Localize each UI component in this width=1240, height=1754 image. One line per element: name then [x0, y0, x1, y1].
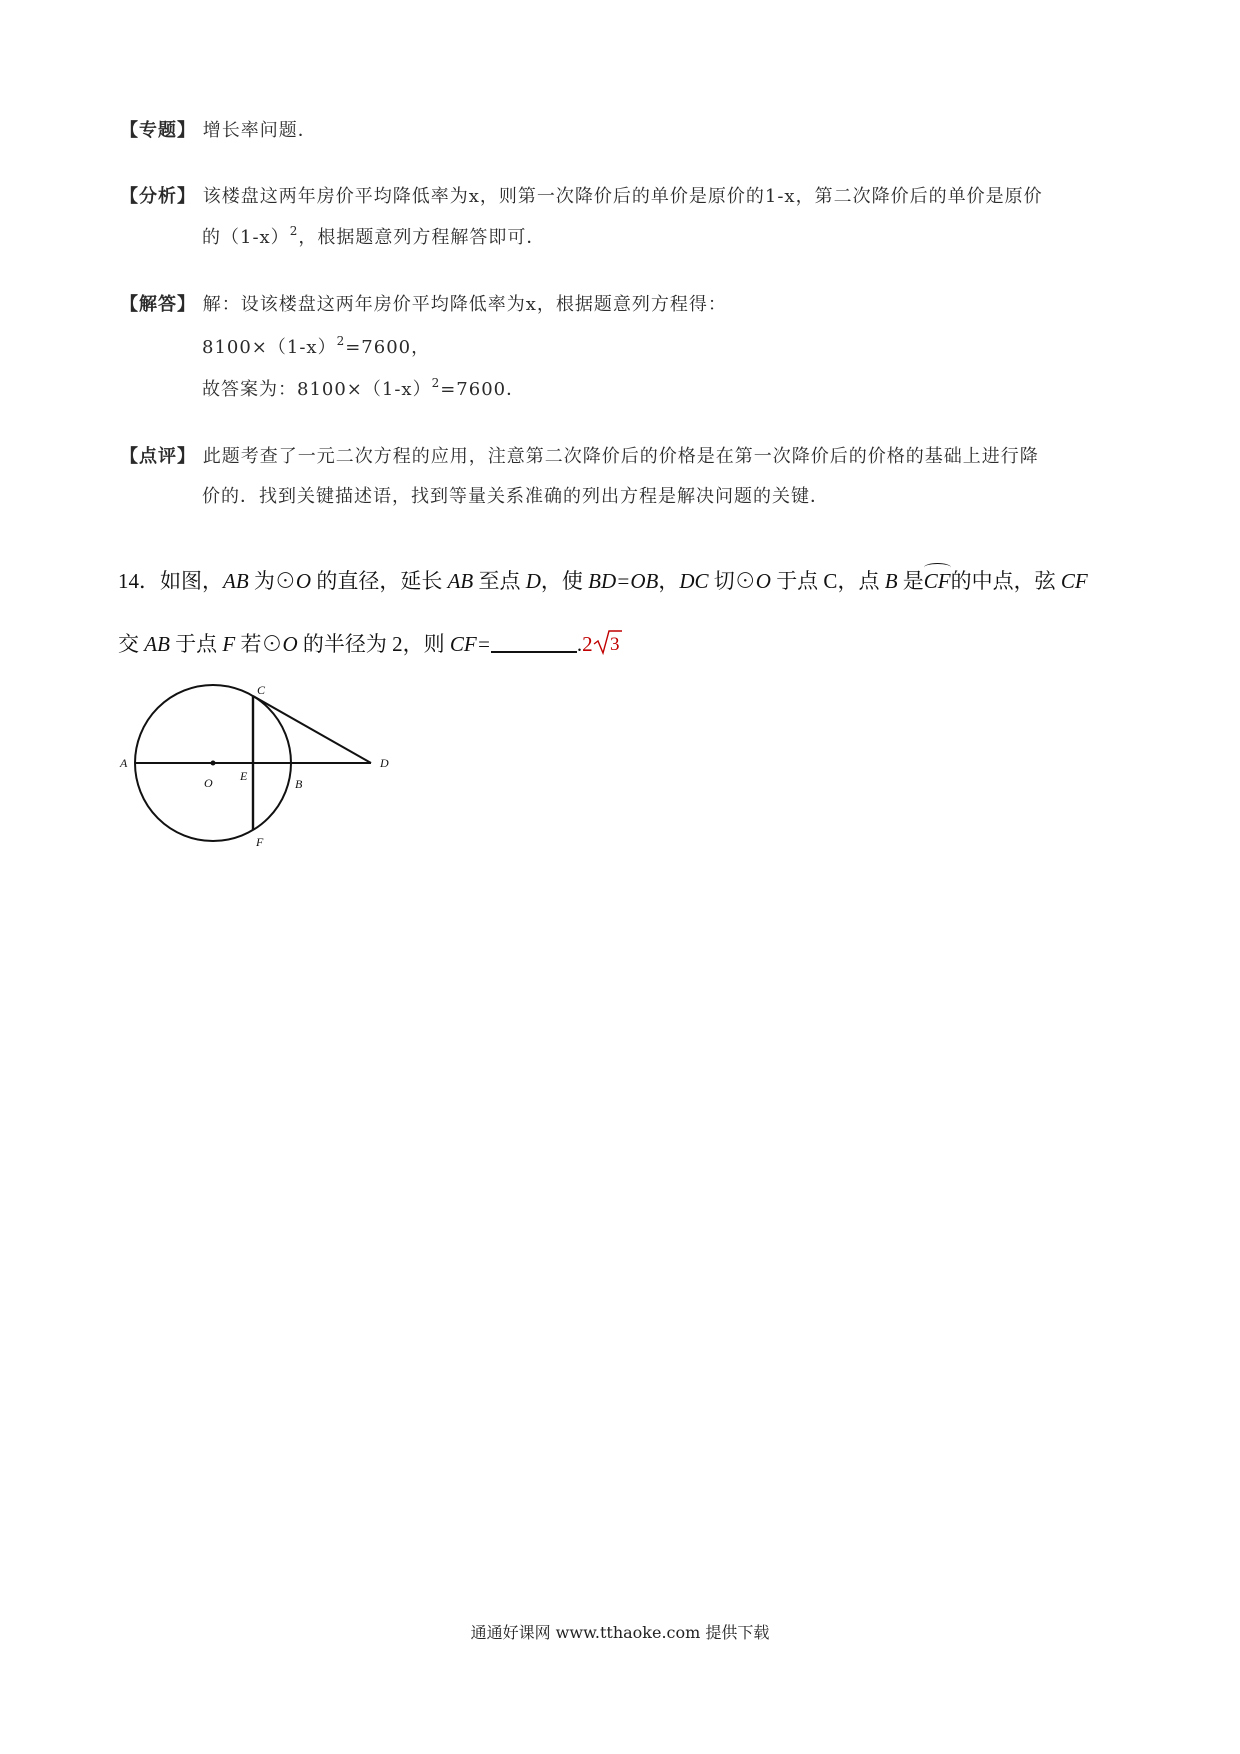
q-var: O: [282, 632, 298, 656]
q-text: 于点: [169, 632, 223, 656]
q-text: 为⊙: [248, 569, 296, 593]
equation-text: =7600．: [440, 379, 526, 400]
superscript: 2: [289, 224, 299, 238]
tangent-dc: [253, 696, 371, 763]
section-text: ，根据题意列方程解答即可．: [298, 227, 546, 248]
section-text: 解：设该楼盘这两年房价平均降低率为x，根据题意列方程得：: [202, 294, 727, 315]
q-text: 于点 C，点: [770, 569, 885, 593]
section-tag: 【解答】: [120, 294, 196, 315]
center-dot: [211, 761, 216, 766]
question-line-2: [118, 628, 623, 658]
q-var: AB: [223, 569, 249, 593]
answer-blank: [491, 633, 577, 653]
label-b: B: [295, 777, 303, 791]
section-text: 该楼盘这两年房价平均降低率为x，则第一次降价后的单价是原价的1-x，第二次降价后的单价是原价: [202, 186, 1043, 207]
q-text: 是: [897, 569, 924, 593]
section-text: 此题考查了一元二次方程的应用，注意第二次降价后的价格是在第一次降价后的价格的基础上进行降: [202, 446, 1039, 467]
label-d: D: [380, 756, 389, 770]
q-var: B: [884, 569, 898, 593]
section-text: 的（1-x）: [202, 227, 290, 248]
q-text: .: [576, 632, 583, 656]
answer-radicand: 3: [609, 634, 620, 655]
section-solution: [120, 290, 727, 316]
label-o: O: [204, 776, 213, 790]
q-text: 至点: [473, 569, 526, 593]
q-text: 的半径为 2，则: [297, 632, 450, 656]
q-text: 的直径，延长: [311, 569, 448, 593]
section-topic: [120, 116, 317, 142]
q-text: 交: [118, 632, 145, 656]
section-tag: 【点评】: [120, 446, 196, 467]
superscript: 2: [431, 376, 441, 390]
section-tag: 【分析】: [120, 186, 196, 207]
answer-line: [202, 375, 525, 401]
sqrt-icon: [593, 629, 623, 655]
section-text: 价的．找到关键描述语，找到等量关系准确的列出方程是解决问题的关键．: [202, 486, 829, 507]
q-text: 若⊙: [235, 632, 283, 656]
section-tag: 【专题】: [120, 120, 196, 141]
arc-cf: CF: [923, 569, 951, 593]
label-c: C: [257, 683, 266, 697]
answer-coef: 2: [582, 632, 593, 656]
equation-line: [202, 333, 430, 359]
q-var: O: [295, 569, 312, 593]
q-var: BD=OB: [588, 569, 659, 593]
section-comment-cont: [202, 482, 829, 508]
label-f: F: [256, 835, 264, 849]
footer: 通通好课网 www.tthaoke.com 提供下载: [470, 1623, 770, 1642]
section-comment: [120, 442, 1039, 468]
q-text: ，: [658, 569, 680, 593]
q-var: AB: [144, 632, 170, 656]
equation-text: 故答案为：8100×（1-x）: [202, 379, 432, 400]
answer: [582, 632, 623, 656]
q-var: F: [222, 632, 236, 656]
q-var: AB: [447, 569, 474, 593]
equation-text: =7600，: [345, 337, 431, 358]
q-var: D: [525, 569, 541, 593]
label-e: E: [240, 769, 248, 783]
q-text: 的中点，弦: [950, 569, 1061, 593]
q-var: CF=: [449, 632, 491, 656]
q-text: 14．如图，: [118, 569, 223, 593]
section-analysis-cont: [202, 223, 545, 249]
q-var: CF: [1060, 569, 1088, 593]
q-text: 切⊙: [708, 569, 756, 593]
q-text: ，使: [540, 569, 589, 593]
section-analysis: [120, 182, 1043, 208]
label-a: A: [120, 756, 128, 770]
q-var: DC: [679, 569, 709, 593]
geometry-figure: [112, 680, 412, 855]
equation-text: 8100×（1-x）: [202, 337, 337, 358]
section-text: 增长率问题．: [202, 120, 317, 141]
q-var: O: [755, 569, 771, 593]
superscript: 2: [336, 334, 346, 348]
question-line-1: [118, 565, 1088, 595]
